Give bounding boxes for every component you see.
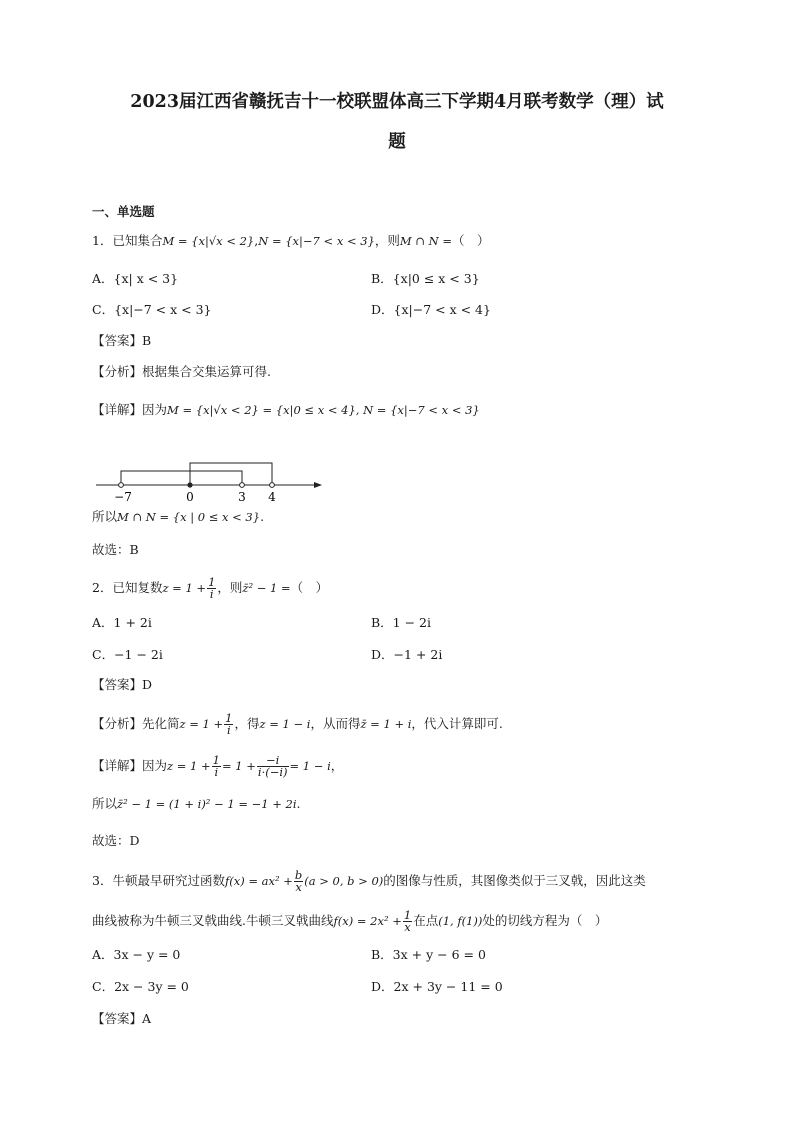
q3-g-fraction — [403, 910, 412, 933]
q3-text1: 的图像与性质，其图像类似于三叉戟，因此这类 — [383, 873, 646, 888]
q1-expr: M ∩ N = — [399, 234, 452, 248]
q3-prefix: 3．牛顿最早研究过函数 — [92, 873, 225, 888]
point-4-open — [270, 483, 275, 488]
point-3-open — [240, 483, 245, 488]
set-m-bracket — [190, 463, 272, 485]
q1-set-n: N = {x|−7 < x < 3} — [258, 234, 375, 248]
q2-answer-line — [92, 677, 152, 693]
tick-label-neg7: −7 — [114, 490, 132, 504]
q1-detail-math: M = {x|√x < 2} = {x|0 ≤ x < 4}, N = {x|−7 < x < 3} — [167, 403, 480, 417]
q1-detail-line — [92, 402, 480, 418]
tick-label-3: 3 — [238, 490, 246, 504]
q1-so-end: . — [260, 509, 265, 524]
q1-answer-line — [92, 333, 151, 349]
tick-label-0: 0 — [186, 490, 194, 504]
q2-blank: （ ） — [290, 580, 329, 595]
tick-label-4: 4 — [268, 490, 276, 504]
q3-answer: A — [142, 1011, 152, 1026]
q2-detail-pre: 因为 — [142, 758, 168, 773]
q3-g-num: 1 — [403, 908, 412, 922]
q3-f-pre: f(x) = ax² + — [224, 874, 293, 888]
q3-option-c: C．2x − 3y = 0 — [92, 979, 189, 994]
q3-stem-line-2 — [92, 910, 607, 933]
q2-expr: z̄² − 1 = — [242, 581, 291, 595]
q3-option-a: A．3x − y = 0 — [92, 947, 181, 962]
q2-prefix: 2．已知复数 — [92, 580, 163, 595]
q2-frac-den: i — [209, 587, 214, 601]
q3-text2-pre: 曲线被称为牛顿三叉戟曲线.牛顿三叉戟曲线 — [92, 913, 334, 928]
q2-analysis-line — [92, 713, 503, 736]
q2-analysis-z: z = 1 + — [179, 717, 224, 731]
q1-choose: 故选：B — [92, 542, 139, 557]
q2-fraction — [207, 577, 216, 600]
q2-answer: D — [142, 677, 153, 692]
q2-detail-num2: −i — [257, 755, 289, 767]
q2-so-end: . — [296, 796, 301, 811]
section-heading: 一、单选题 — [92, 204, 155, 219]
q2-choose: 故选：D — [92, 833, 140, 848]
q2-analysis-fraction — [224, 713, 233, 736]
q2-analysis-tag: 【分析】 — [92, 716, 143, 731]
q1-so-math: M ∩ N = {x | 0 ≤ x < 3} — [117, 510, 261, 524]
q1-so-pre: 所以 — [92, 509, 118, 524]
q3-text2-end: 处的切线方程为（ ） — [482, 913, 608, 928]
q2-so-pre: 所以 — [92, 796, 118, 811]
q2-analysis-mid1: ，得 — [234, 716, 260, 731]
q3-text2-mid: 在点 — [413, 913, 439, 928]
q2-mid: ，则 — [217, 580, 243, 595]
q1-detail-pre: 因为 — [142, 402, 168, 417]
q1-option-c: C．{x|−7 < x < 3} — [92, 302, 212, 317]
q2-detail-num1: 1 — [212, 753, 220, 767]
q3-f-num: b — [294, 868, 303, 882]
set-n-bracket — [121, 471, 242, 485]
q3-f-cond: (a > 0, b > 0) — [304, 874, 384, 888]
q3-f-fraction — [294, 870, 303, 893]
q2-analysis-den: i — [226, 723, 231, 737]
q2-detail-tag: 【详解】 — [92, 758, 143, 773]
q1-sep: , — [254, 233, 259, 248]
q2-so-line — [92, 796, 301, 812]
q2-option-d: D．−1 + 2i — [371, 647, 443, 662]
q1-blank: （ ） — [451, 233, 490, 248]
point-0-closed — [187, 482, 192, 487]
q1-option-d: D．{x|−7 < x < 4} — [371, 302, 491, 317]
q2-analysis-m2: z̄ = 1 + i — [360, 717, 412, 731]
q2-analysis-mid2: ，从而得 — [310, 716, 361, 731]
q2-so-math: z̄² − 1 = (1 + i)² − 1 = −1 + 2i — [117, 797, 297, 811]
q2-frac-num: 1 — [208, 575, 216, 589]
q1-analysis-line — [92, 364, 271, 380]
q2-answer-tag: 【答案】 — [92, 677, 143, 692]
q2-option-a: A．1 + 2i — [92, 615, 152, 630]
q2-z-pre: z = 1 + — [162, 581, 207, 595]
q1-option-a: A．{x| x < 3} — [92, 271, 179, 286]
q1-stem — [92, 233, 490, 249]
q2-detail-comma: ， — [330, 758, 344, 773]
q1-prefix: 1．已知集合 — [92, 233, 163, 248]
q3-answer-tag: 【答案】 — [92, 1011, 143, 1026]
doc-title-line-1: 2023届江西省赣抚吉十一校联盟体高三下学期4月联考数学（理）试 — [130, 92, 664, 112]
q2-detail-z: z = 1 + — [167, 759, 211, 773]
q1-answer: B — [142, 333, 152, 348]
q2-detail-den1: i — [214, 765, 219, 779]
q1-mid: ，则 — [374, 233, 400, 248]
q2-detail-den2: i·(−i) — [257, 765, 288, 779]
q2-option-c: C．−1 − 2i — [92, 647, 163, 662]
q1-answer-tag: 【答案】 — [92, 333, 143, 348]
q3-answer-line — [92, 1011, 151, 1027]
q2-analysis-pre: 先化简 — [142, 716, 180, 731]
q2-detail-line — [92, 755, 343, 778]
q3-option-b: B．3x + y − 6 = 0 — [371, 947, 486, 962]
q1-analysis: 根据集合交集运算可得. — [142, 364, 271, 379]
q2-stem — [92, 577, 328, 600]
number-line-arrow — [314, 482, 322, 488]
q3-g-den: x — [404, 920, 411, 934]
q2-analysis-end: ，代入计算即可. — [411, 716, 503, 731]
q3-f-den: x — [295, 880, 302, 894]
q3-option-d: D．2x + 3y − 11 = 0 — [371, 979, 503, 994]
q2-option-b: B．1 − 2i — [371, 615, 432, 630]
q2-detail-eq: = 1 + — [221, 759, 256, 773]
q2-analysis-m1: z = 1 − i — [259, 717, 311, 731]
q3-point: (1, f(1)) — [438, 914, 483, 928]
q2-detail-fraction-2 — [257, 755, 289, 778]
q2-analysis-num: 1 — [225, 711, 233, 725]
q1-so-line — [92, 509, 264, 525]
q2-detail-fraction-1 — [212, 755, 221, 778]
q3-stem-line-1 — [92, 870, 646, 893]
q2-detail-end: = 1 − i — [289, 759, 331, 773]
doc-title-line-2: 题 — [388, 132, 406, 152]
q1-set-m: M = {x|√x < 2} — [162, 234, 255, 248]
q1-option-b: B．{x|0 ≤ x < 3} — [371, 271, 480, 286]
number-line-diagram — [92, 455, 332, 507]
q1-detail-tag: 【详解】 — [92, 402, 143, 417]
point-neg7-open — [119, 483, 124, 488]
q3-g-pre: f(x) = 2x² + — [333, 914, 402, 928]
q1-analysis-tag: 【分析】 — [92, 364, 143, 379]
